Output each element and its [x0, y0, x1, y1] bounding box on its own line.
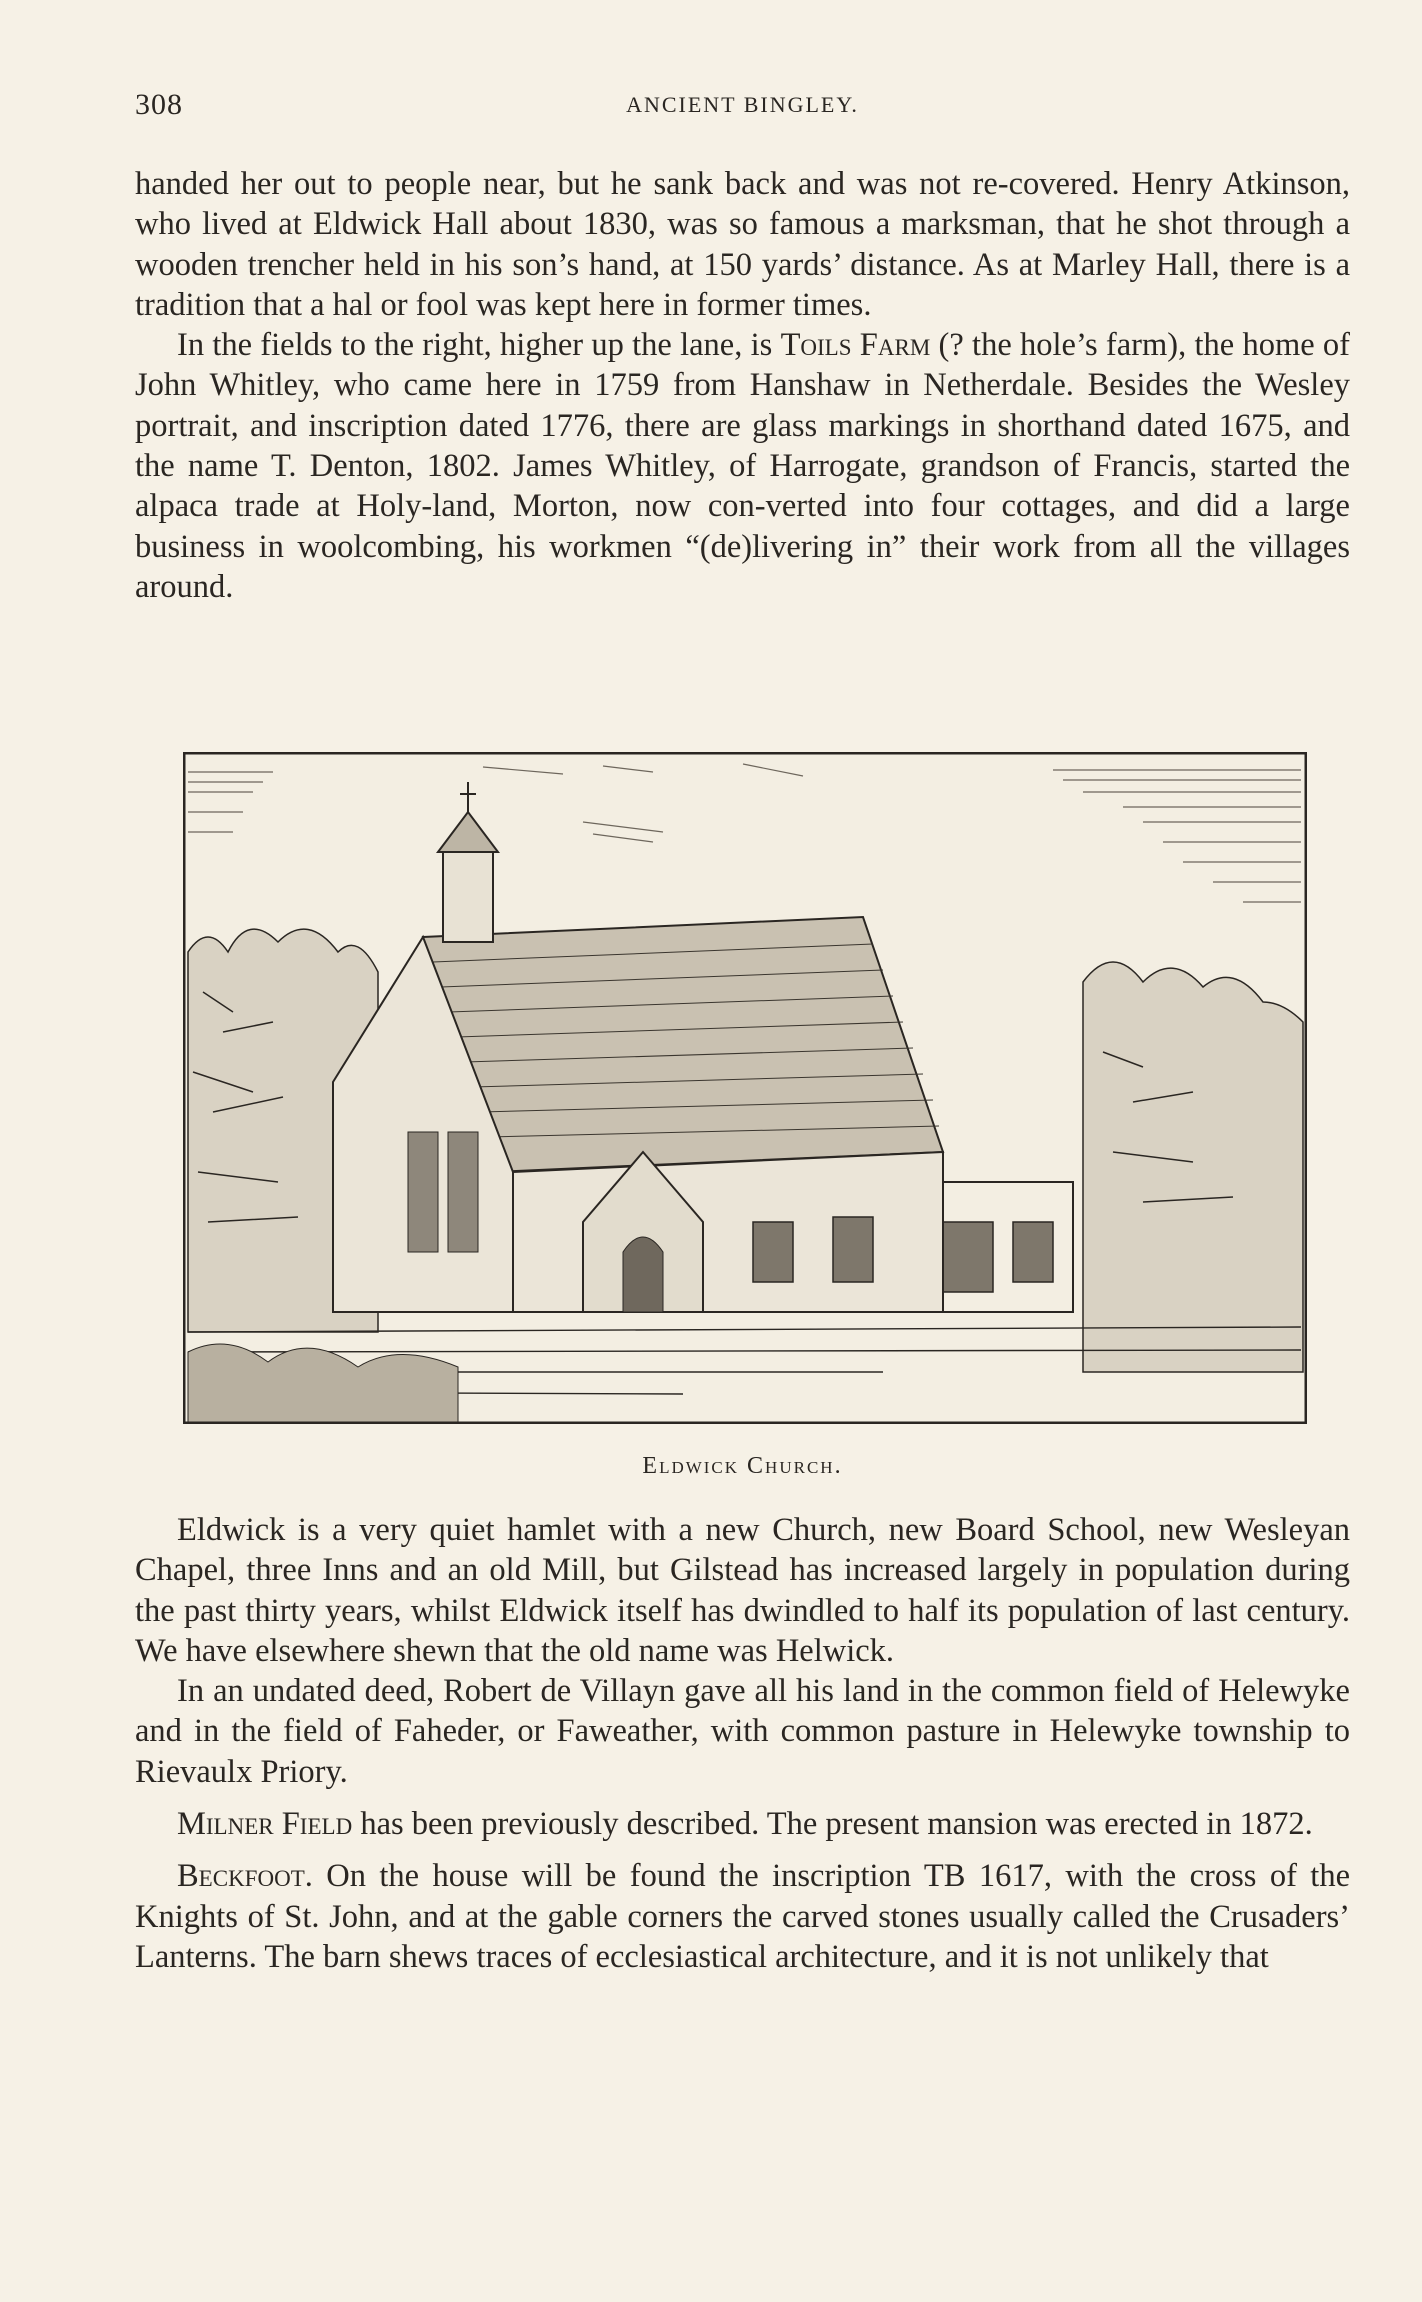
text-block-top — [135, 164, 1350, 607]
paragraph: Eldwick is a very quiet hamlet with a new Church, new Board School, new Wesleyan Chapel, three Inns and an old Mill, but Gilstead has increased largely in population during the past thirty years, whilst Eldwick itself has dwindled to half its population of last century. We have elsewhere shewn that the old name was Helwick. — [135, 1512, 1350, 1669]
text-block-bottom — [135, 1510, 1350, 1977]
page-number: 308 — [135, 88, 183, 121]
running-header — [135, 88, 1350, 128]
running-title: ANCIENT BINGLEY. — [626, 92, 859, 117]
paragraph-toils-farm: In the fields to the right, higher up the lane, is Toils Farm (? the hole’s farm), the home of John Whitley, who came here in 1759 from Hanshaw in Netherdale. Besides the Wesley portrait, and inscription dated 1776, there are glass markings in shorthand dated 1675, and the name T. Denton, 1802. James Whitley, of Harrogate, grandson of Francis, started the alpaca trade at Holy-land, Morton, now con-verted into four cottages, and did a large business in woolcombing, his workmen “(de)livering in” their work from all the villages around. — [135, 327, 1350, 605]
paragraph-beckfoot: Beckfoot. On the house will be found the inscription TB 1617, with the cross of the Knights of St. John, and at the gable corners the carved stones usually called the Crusaders’ Lanterns. The barn shews traces of ecclesiastical architecture, and it is not unlikely that — [135, 1858, 1350, 1975]
church-illustration — [183, 752, 1307, 1424]
paragraph: In an undated deed, Robert de Villayn gave all his land in the common field of Helewyke and in the field of Faheder, or Faweather, with common pasture in Helewyke township to Rievaulx Priory. — [135, 1673, 1350, 1790]
paragraph: handed her out to people near, but he sank back and was not re-covered. Henry Atkinson, who lived at Eldwick Hall about 1830, was so famous a marksman, that he shot through a wooden trencher held in his son’s hand, at 150 yards’ distance. As at Marley Hall, there is a tradition that a hal or fool was kept here in former times. — [135, 166, 1350, 323]
place-name: Beckfoot. — [177, 1858, 313, 1895]
figure-caption: Eldwick Church. — [642, 1453, 843, 1479]
place-name: Toils Farm — [780, 327, 931, 364]
place-name: Milner Field — [177, 1806, 353, 1843]
paragraph-milner-field: Milner Field has been previously described. The present mansion was erected in 1872. — [177, 1806, 1313, 1843]
